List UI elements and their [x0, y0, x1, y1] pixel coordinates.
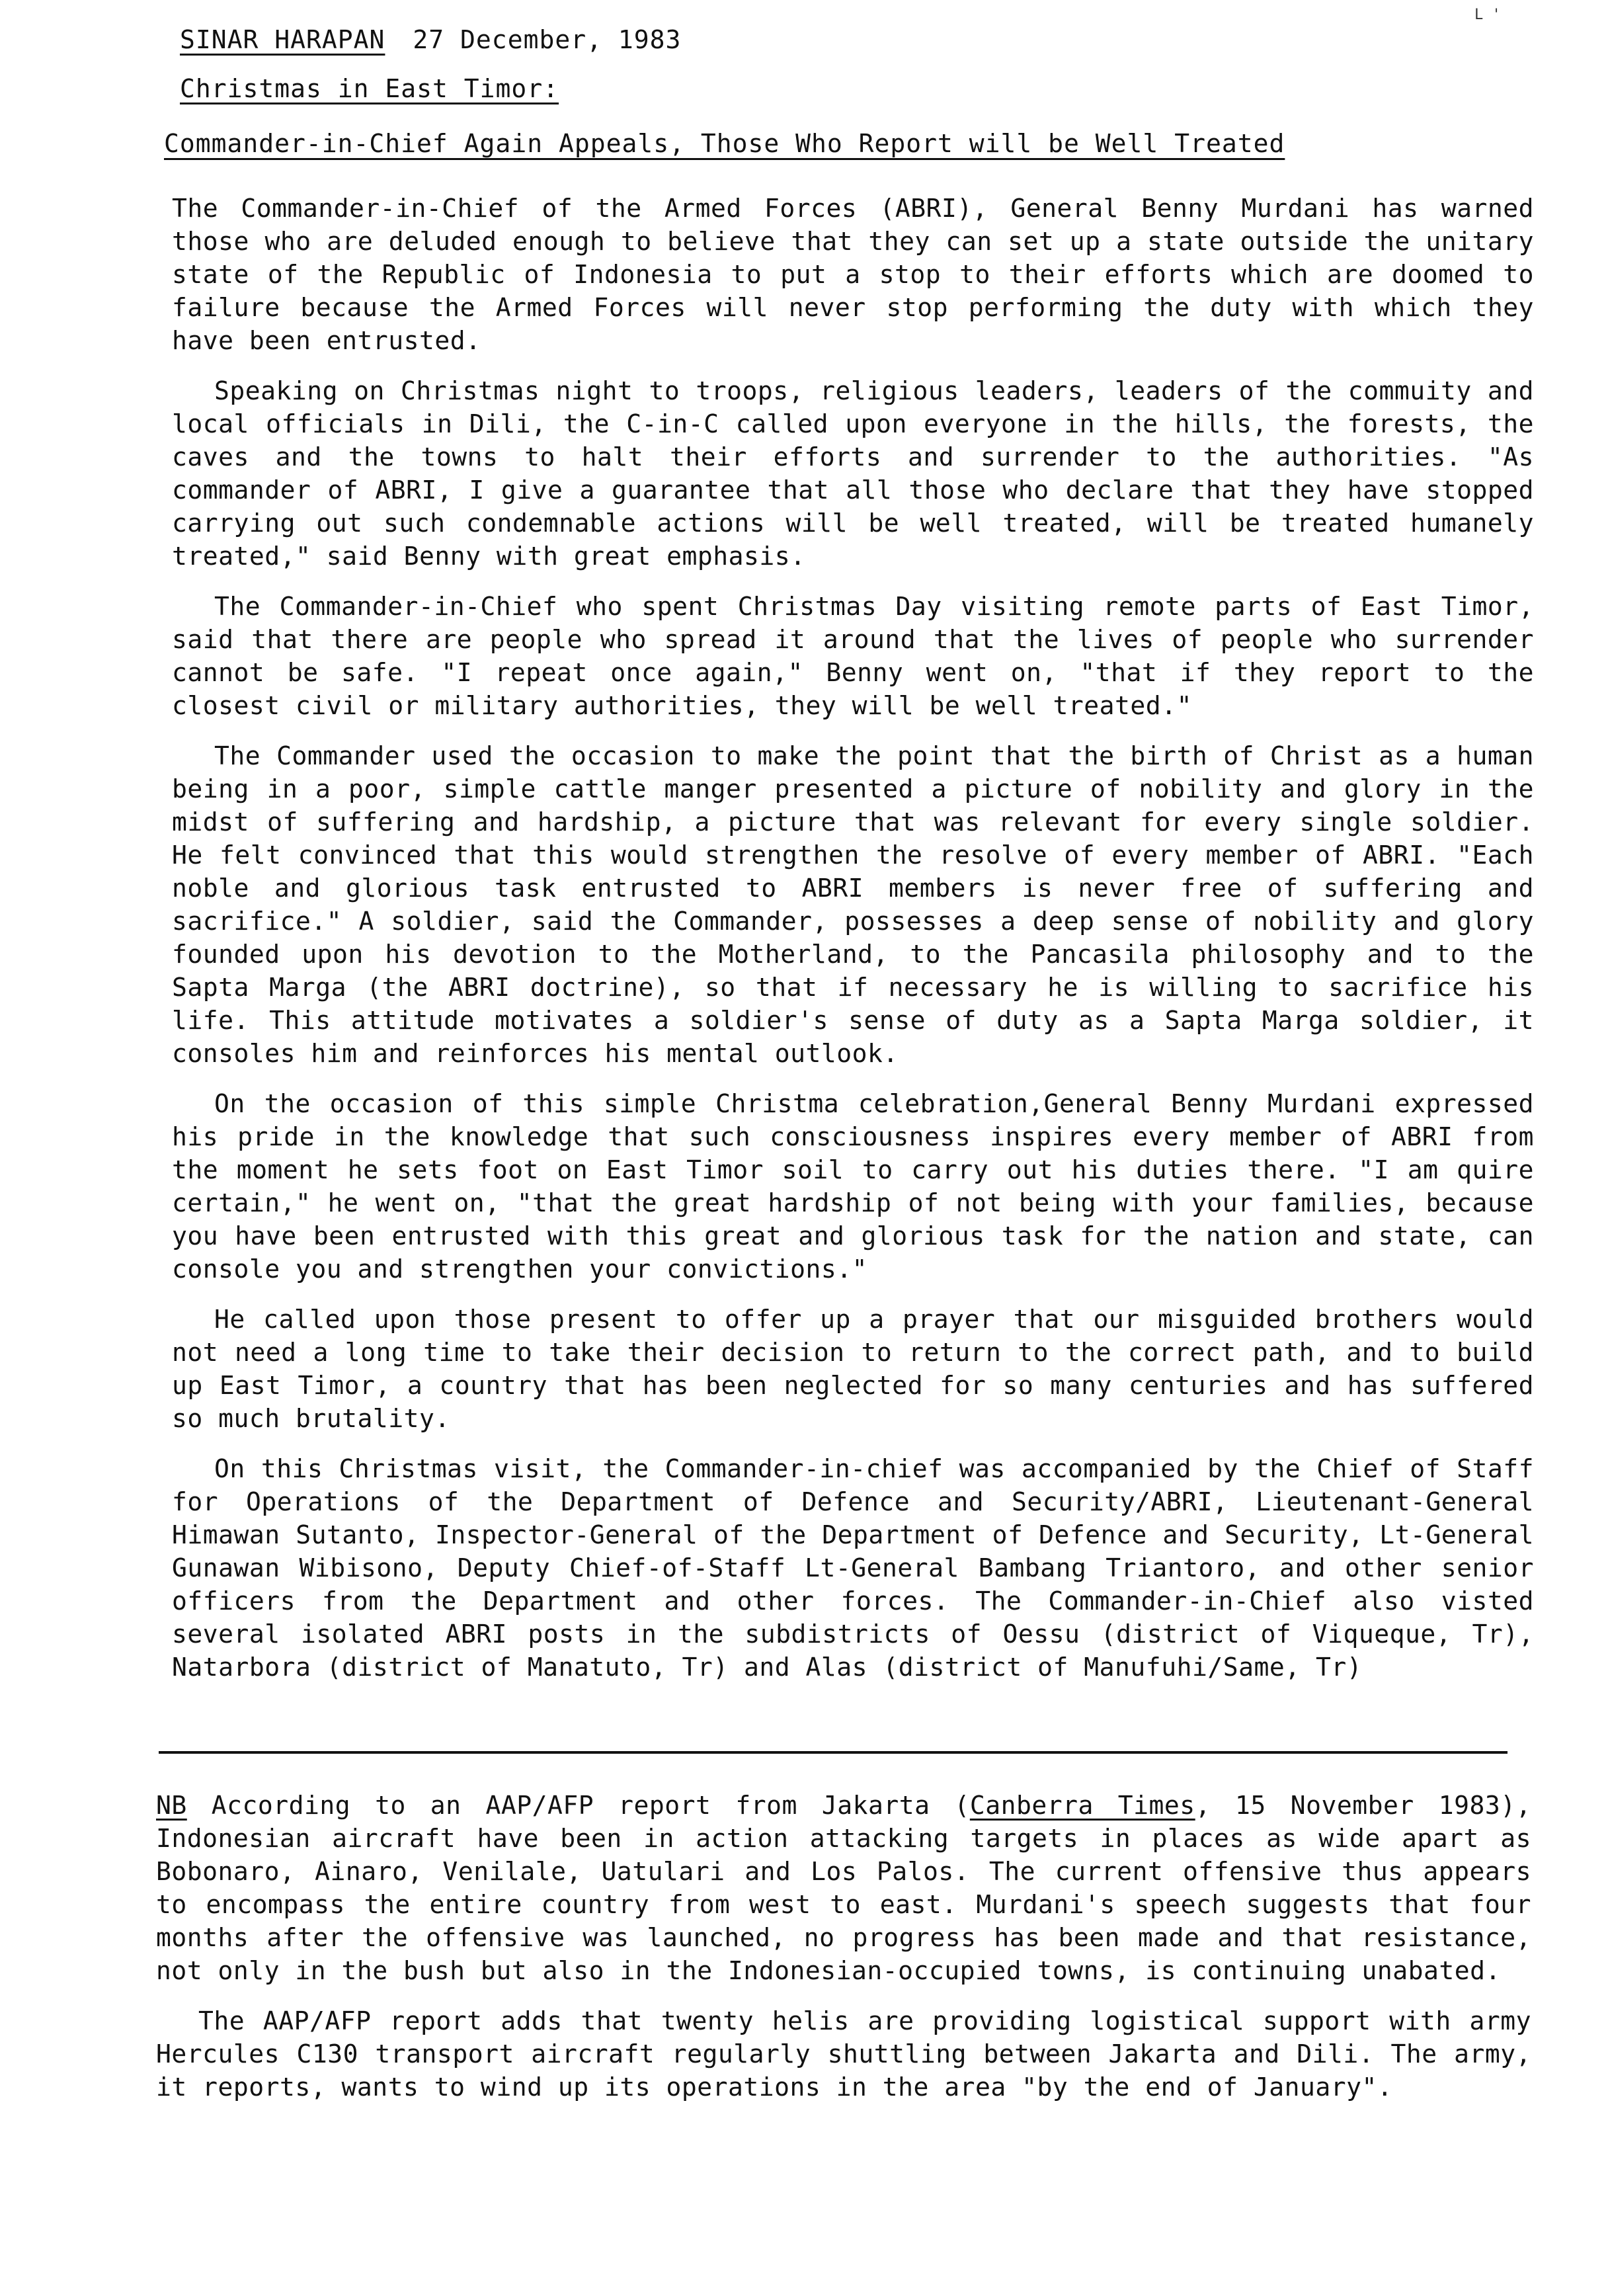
newspaper-name: SINAR HARAPAN	[180, 25, 385, 54]
note-source: Canberra Times	[969, 1791, 1195, 1820]
paragraph: The Commander-in-Chief of the Armed Forces (ABRI), General Benny Murdani has warned those who are deluded enough to believe that they can set up a state outside the unitary state of the Republic of Indonesia to put a stop to their efforts which are doomed to failure because the Armed Forces will never stop performing the duty with which they have been entrusted.	[172, 194, 1534, 355]
kicker-title: Christmas in East Timor:	[180, 74, 559, 103]
paragraph: The Commander used the occasion to make the point that the birth of Christ as a human being in a poor, simple cattle manger presented a picture of nobility and glory in the midst of suffering and hardship, a picture that was relevant for every single soldier. He felt convinced that this would strengthen the resolve of every member of ABRI. "Each noble and glorious task entrusted to ABRI members is never free of suffering and sacrifice." A soldier, said the Commander, possesses a deep sense of nobility and glory founded upon his devotion to the Motherland, to the Pancasila philosophy and to the Sapta Marga (the ABRI doctrine), so that if necessary he is willing to sacrifice his life. This attitude motivates a soldier's sense of duty as a Sapta Marga soldier, it consoles him and reinforces his mental outlook.	[172, 741, 1534, 1068]
article-body	[172, 192, 1534, 1701]
editor-note	[156, 1789, 1531, 2121]
corner-mark: L '	[1474, 7, 1501, 23]
note-label: NB	[156, 1791, 187, 1820]
note-paragraph: The AAP/AFP report adds that twenty helis are providing logistical support with army Hercules C130 transport aircraft regularly shuttling between Jakarta and Dili. The army, it reports, wants to wind up its operations in the area "by the end of January".	[156, 2006, 1531, 2102]
note-rest: , 15 November 1983), Indonesian aircraft have been in action attacking targets in places as wide apart as Bobonaro, Ainaro, Venilale, Uatulari and Los Palos. The current offensive thus appears to encompass the entire country from west to east. Murdani's speech suggests that four months after the offensive was launched, no progress has been made and that resistance, not only in the bush but also in the Indonesian-occupied towns, is continuing unabated.	[156, 1791, 1531, 1985]
paragraph: The Commander-in-Chief who spent Christmas Day visiting remote parts of East Timor, said that there are people who spread it around that the lives of people who surrender cannot be safe. "I repeat once again," Benny went on, "that if they report to the closest civil or military authorities, they will be well treated."	[172, 592, 1534, 720]
note-intro: According to an AAP/AFP report from Jakarta (	[186, 1791, 970, 1820]
headline: Commander-in-Chief Again Appeals, Those Who Report will be Well Treated	[164, 129, 1285, 158]
paragraph: On this Christmas visit, the Commander-in-chief was accompanied by the Chief of Staff for Operations of the Department of Defence and Security/ABRI, Lieutenant-General Himawan Sutanto, Inspector-General of the Department of Defence and Security, Lt-General Gunawan Wibisono, Deputy Chief-of-Staff Lt-General Bambang Triantoro, and other senior officers from the Department and other forces. The Commander-in-Chief also visted several isolated ABRI posts in the subdistricts of Oessu (district of Viqueque, Tr), Natarbora (district of Manatuto, Tr) and Alas (district of Manufuhi/Same, Tr)	[172, 1454, 1534, 1682]
note-paragraph	[156, 1789, 1531, 1987]
source-line	[180, 25, 681, 54]
publication-date: 27 December, 1983	[413, 25, 682, 54]
paragraph: He called upon those present to offer up a prayer that our misguided brothers would not need a long time to take their decision to return to the correct path, and to build up East Timor, a country that has been neglected for so many centuries and has suffered so much brutality.	[172, 1305, 1534, 1433]
paragraph: On the occasion of this simple Christma celebration,General Benny Murdani expressed his pride in the knowledge that such consciousness inspires every member of ABRI from the moment he sets foot on East Timor soil to carry out his duties there. "I am quire certain," he went on, "that the great hardship of not being with your families, because you have been entrusted with this great and glorious task for the nation and state, can console you and strengthen your convictions."	[172, 1089, 1534, 1284]
paragraph: Speaking on Christmas night to troops, religious leaders, leaders of the commuity and local officials in Dili, the C-in-C called upon everyone in the hills, the forests, the caves and the towns to halt their efforts and surrender to the authorities. "As commander of ABRI, I give a guarantee that all those who declare that they have stopped carrying out such condemnable actions will be well treated, will be treated humanely treated," said Benny with great emphasis.	[172, 376, 1534, 571]
section-divider	[159, 1751, 1508, 1754]
